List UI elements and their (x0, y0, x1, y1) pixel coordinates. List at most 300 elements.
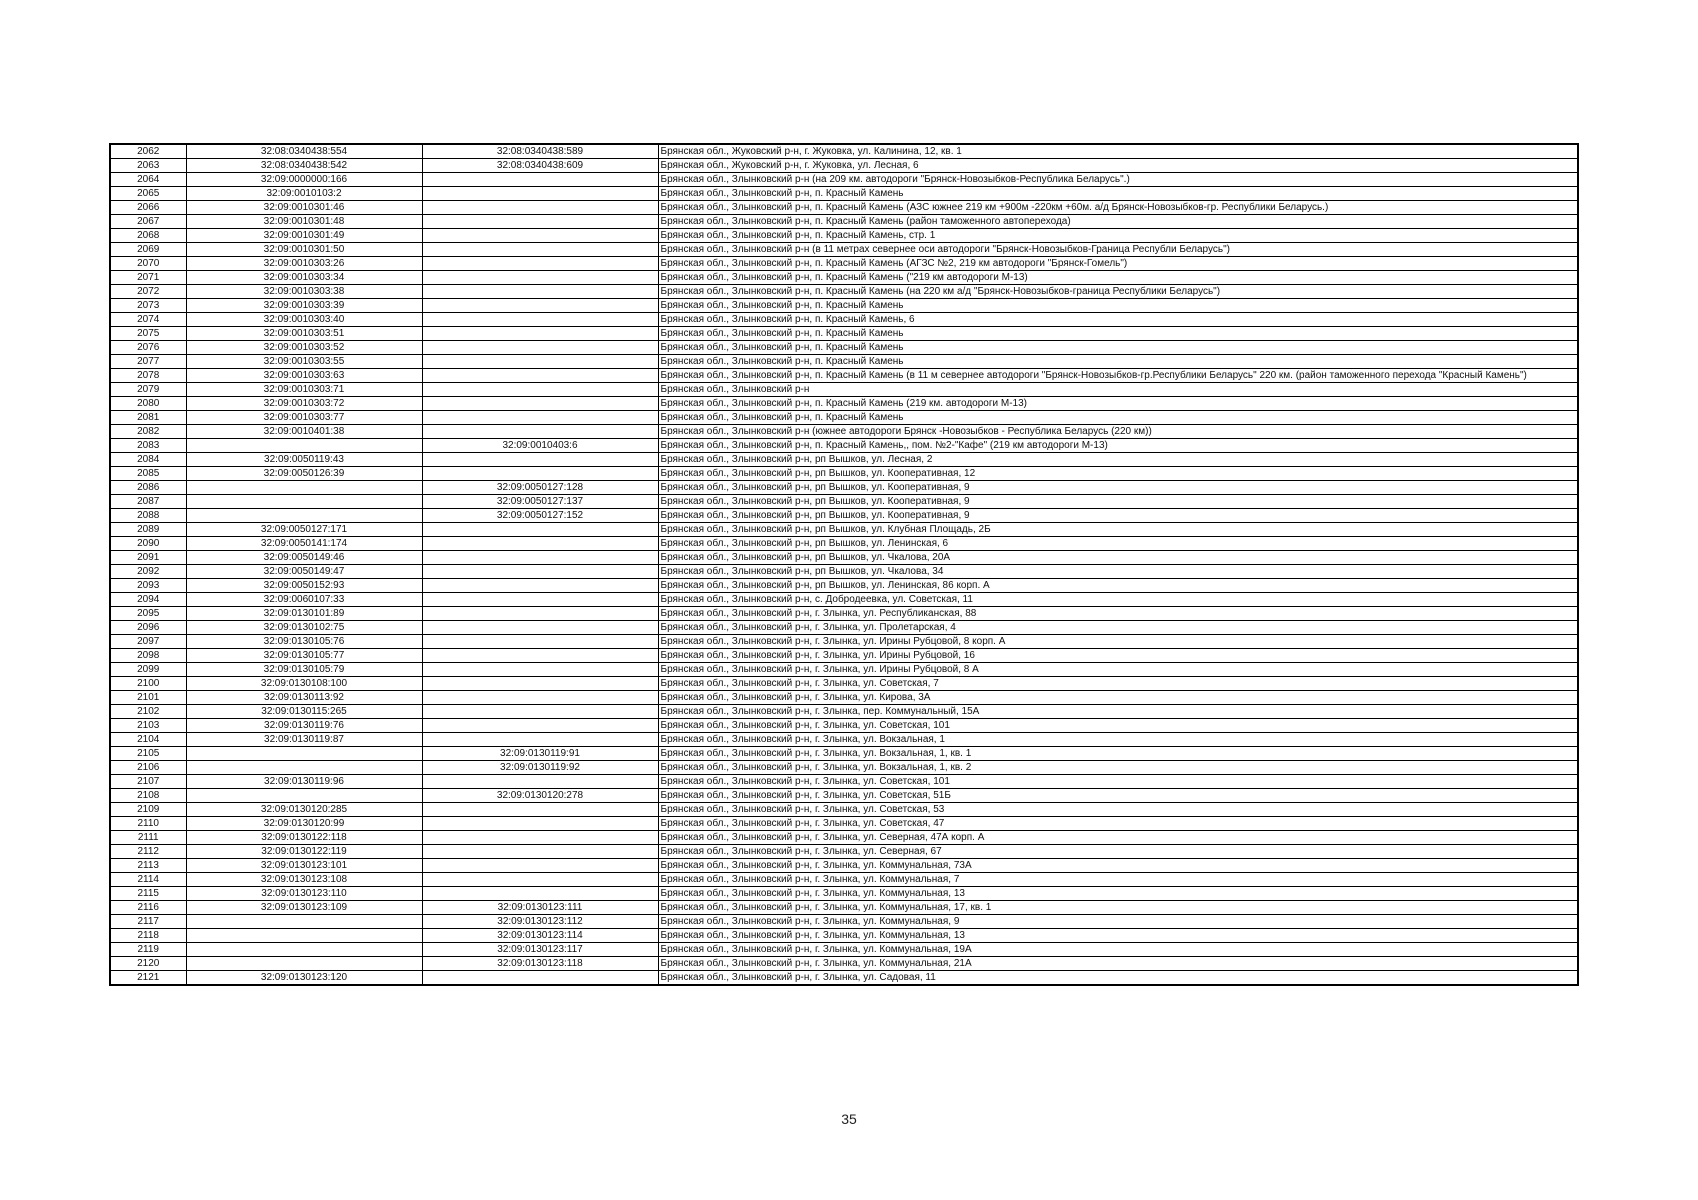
cadastral-number-cell: 32:09:0130123:120 (186, 971, 422, 986)
table-row (110, 789, 1578, 803)
row-number-cell: 2102 (110, 705, 186, 719)
address-cell: Брянская обл., Злынковский р-н, г. Злынка, ул. Северная, 47А корп. А (658, 831, 1578, 845)
row-number-cell: 2077 (110, 355, 186, 369)
table-row (110, 719, 1578, 733)
table-row (110, 845, 1578, 859)
table-row (110, 565, 1578, 579)
cadastral-number-cell: 32:09:0130123:108 (186, 873, 422, 887)
cadastral-number-cell: 32:09:0050149:46 (186, 551, 422, 565)
cadastral-number-cell: 32:09:0010303:77 (186, 411, 422, 425)
table-body (110, 144, 1578, 985)
table-row (110, 495, 1578, 509)
row-number-cell: 2078 (110, 369, 186, 383)
table-row (110, 425, 1578, 439)
related-cadastral-number-cell: 32:09:0130123:114 (422, 929, 658, 943)
row-number-cell: 2073 (110, 299, 186, 313)
address-cell: Брянская обл., Злынковский р-н, г. Злынка, ул. Республиканская, 88 (658, 607, 1578, 621)
related-cadastral-number-cell (422, 453, 658, 467)
related-cadastral-number-cell (422, 971, 658, 986)
address-cell: Брянская обл., Злынковский р-н, п. Красный Камень ("219 км автодороги М-13) (658, 271, 1578, 285)
related-cadastral-number-cell (422, 271, 658, 285)
row-number-cell: 2086 (110, 481, 186, 495)
cadastral-number-cell (186, 943, 422, 957)
related-cadastral-number-cell (422, 887, 658, 901)
address-cell: Брянская обл., Злынковский р-н, п. Красный Камень (АГЗС №2, 219 км автодороги "Брянск-Гомель") (658, 257, 1578, 271)
cadastral-number-cell: 32:09:0130123:101 (186, 859, 422, 873)
table-row (110, 621, 1578, 635)
table-row (110, 397, 1578, 411)
page-number: 35 (841, 1111, 857, 1127)
address-cell: Брянская обл., Злынковский р-н, рп Вышков, ул. Ленинская, 6 (658, 537, 1578, 551)
related-cadastral-number-cell (422, 621, 658, 635)
address-cell: Брянская обл., Злынковский р-н, г. Злынка, ул. Пролетарская, 4 (658, 621, 1578, 635)
row-number-cell: 2091 (110, 551, 186, 565)
related-cadastral-number-cell (422, 467, 658, 481)
table-row (110, 691, 1578, 705)
table-row (110, 439, 1578, 453)
table-row (110, 607, 1578, 621)
address-cell: Брянская обл., Злынковский р-н, г. Злынка, ул. Советская, 101 (658, 775, 1578, 789)
table-row (110, 509, 1578, 523)
table-row (110, 271, 1578, 285)
related-cadastral-number-cell: 32:09:0010403:6 (422, 439, 658, 453)
row-number-cell: 2113 (110, 859, 186, 873)
cadastral-number-cell: 32:09:0130108:100 (186, 677, 422, 691)
cadastral-number-cell: 32:09:0010301:50 (186, 243, 422, 257)
related-cadastral-number-cell: 32:09:0130123:117 (422, 943, 658, 957)
related-cadastral-number-cell (422, 635, 658, 649)
cadastral-number-cell (186, 789, 422, 803)
row-number-cell: 2109 (110, 803, 186, 817)
row-number-cell: 2096 (110, 621, 186, 635)
table-row (110, 523, 1578, 537)
row-number-cell: 2117 (110, 915, 186, 929)
row-number-cell: 2063 (110, 159, 186, 173)
table-row (110, 313, 1578, 327)
row-number-cell: 2092 (110, 565, 186, 579)
table-row (110, 144, 1578, 159)
row-number-cell: 2075 (110, 327, 186, 341)
row-number-cell: 2121 (110, 971, 186, 986)
row-number-cell: 2106 (110, 761, 186, 775)
cadastral-number-cell: 32:09:0050126:39 (186, 467, 422, 481)
address-cell: Брянская обл., Злынковский р-н, г. Злынка, ул. Коммунальная, 73А (658, 859, 1578, 873)
table-row (110, 383, 1578, 397)
cadastral-number-cell: 32:09:0130119:76 (186, 719, 422, 733)
row-number-cell: 2080 (110, 397, 186, 411)
row-number-cell: 2093 (110, 579, 186, 593)
related-cadastral-number-cell (422, 537, 658, 551)
address-cell: Брянская обл., Злынковский р-н, рп Вышков, ул. Кооперативная, 12 (658, 467, 1578, 481)
row-number-cell: 2076 (110, 341, 186, 355)
related-cadastral-number-cell (422, 677, 658, 691)
cadastral-number-cell: 32:09:0130120:285 (186, 803, 422, 817)
related-cadastral-number-cell (422, 593, 658, 607)
address-cell: Брянская обл., Злынковский р-н (в 11 метрах севернее оси автодороги "Брянск-Новозыбков-Граница Республи Беларусь") (658, 243, 1578, 257)
related-cadastral-number-cell: 32:09:0130123:111 (422, 901, 658, 915)
table-row (110, 257, 1578, 271)
table-row (110, 411, 1578, 425)
table-row (110, 677, 1578, 691)
address-cell: Брянская обл., Злынковский р-н, рп Вышков, ул. Кооперативная, 9 (658, 481, 1578, 495)
cadastral-number-cell: 32:09:0130105:79 (186, 663, 422, 677)
row-number-cell: 2116 (110, 901, 186, 915)
related-cadastral-number-cell: 32:09:0130120:278 (422, 789, 658, 803)
address-cell: Брянская обл., Злынковский р-н, г. Злынка, ул. Коммунальная, 13 (658, 929, 1578, 943)
address-cell: Брянская обл., Злынковский р-н, г. Злынка, ул. Ирины Рубцовой, 8 А (658, 663, 1578, 677)
row-number-cell: 2097 (110, 635, 186, 649)
cadastral-number-cell: 32:09:0130101:89 (186, 607, 422, 621)
cadastral-number-cell: 32:09:0010303:26 (186, 257, 422, 271)
cadastral-number-cell: 32:09:0010301:49 (186, 229, 422, 243)
cadastral-number-cell: 32:09:0010303:51 (186, 327, 422, 341)
related-cadastral-number-cell (422, 355, 658, 369)
related-cadastral-number-cell (422, 873, 658, 887)
row-number-cell: 2067 (110, 215, 186, 229)
related-cadastral-number-cell (422, 397, 658, 411)
row-number-cell: 2114 (110, 873, 186, 887)
address-cell: Брянская обл., Злынковский р-н, п. Красный Камень (район таможенного автоперехода) (658, 215, 1578, 229)
related-cadastral-number-cell: 32:09:0050127:152 (422, 509, 658, 523)
table-row (110, 761, 1578, 775)
cadastral-number-cell: 32:09:0010303:71 (186, 383, 422, 397)
cadastral-number-cell: 32:09:0000000:166 (186, 173, 422, 187)
related-cadastral-number-cell (422, 257, 658, 271)
cadastral-number-cell (186, 929, 422, 943)
cadastral-number-cell: 32:09:0010303:40 (186, 313, 422, 327)
related-cadastral-number-cell (422, 201, 658, 215)
row-number-cell: 2105 (110, 747, 186, 761)
row-number-cell: 2079 (110, 383, 186, 397)
row-number-cell: 2090 (110, 537, 186, 551)
table-row (110, 943, 1578, 957)
address-cell: Брянская обл., Злынковский р-н, п. Красный Камень, стр. 1 (658, 229, 1578, 243)
related-cadastral-number-cell (422, 719, 658, 733)
row-number-cell: 2107 (110, 775, 186, 789)
cadastral-number-cell: 32:09:0130102:75 (186, 621, 422, 635)
row-number-cell: 2072 (110, 285, 186, 299)
cadastral-number-cell: 32:09:0130120:99 (186, 817, 422, 831)
cadastral-number-cell: 32:09:0050149:47 (186, 565, 422, 579)
row-number-cell: 2120 (110, 957, 186, 971)
related-cadastral-number-cell (422, 215, 658, 229)
cadastral-number-cell: 32:09:0010303:39 (186, 299, 422, 313)
cadastral-number-cell: 32:09:0010303:72 (186, 397, 422, 411)
address-cell: Брянская обл., Злынковский р-н, г. Злынка, ул. Кирова, 3А (658, 691, 1578, 705)
related-cadastral-number-cell (422, 285, 658, 299)
table-row (110, 173, 1578, 187)
address-cell: Брянская обл., Злынковский р-н, рп Вышков, ул. Клубная Площадь, 2Б (658, 523, 1578, 537)
related-cadastral-number-cell (422, 313, 658, 327)
cadastral-number-cell (186, 761, 422, 775)
related-cadastral-number-cell (422, 831, 658, 845)
row-number-cell: 2088 (110, 509, 186, 523)
cadastral-number-cell: 32:09:0050152:93 (186, 579, 422, 593)
address-cell: Брянская обл., Злынковский р-н, рп Вышков, ул. Кооперативная, 9 (658, 495, 1578, 509)
address-cell: Брянская обл., Злынковский р-н, рп Вышков, ул. Кооперативная, 9 (658, 509, 1578, 523)
table-row (110, 467, 1578, 481)
related-cadastral-number-cell (422, 411, 658, 425)
row-number-cell: 2082 (110, 425, 186, 439)
related-cadastral-number-cell (422, 327, 658, 341)
related-cadastral-number-cell (422, 705, 658, 719)
row-number-cell: 2100 (110, 677, 186, 691)
cadastral-number-cell: 32:09:0050141:174 (186, 537, 422, 551)
table-row (110, 593, 1578, 607)
address-cell: Брянская обл., Злынковский р-н (на 209 км. автодороги "Брянск-Новозыбков-Республика Беларусь".) (658, 173, 1578, 187)
address-cell: Брянская обл., Злынковский р-н, г. Злынка, ул. Советская, 101 (658, 719, 1578, 733)
address-cell: Брянская обл., Злынковский р-н, рп Вышков, ул. Чкалова, 20А (658, 551, 1578, 565)
address-cell: Брянская обл., Злынковский р-н, рп Вышков, ул. Ленинская, 86 корп. А (658, 579, 1578, 593)
row-number-cell: 2069 (110, 243, 186, 257)
address-cell: Брянская обл., Злынковский р-н, п. Красный Камень (на 220 км а/д "Брянск-Новозыбков-граница Республики Беларусь") (658, 285, 1578, 299)
cadastral-number-cell: 32:09:0050127:171 (186, 523, 422, 537)
related-cadastral-number-cell (422, 383, 658, 397)
address-cell: Брянская обл., Злынковский р-н, г. Злынка, ул. Вокзальная, 1 (658, 733, 1578, 747)
table-row (110, 537, 1578, 551)
address-cell: Брянская обл., Злынковский р-н, г. Злынка, ул. Коммунальная, 21А (658, 957, 1578, 971)
table-row (110, 159, 1578, 173)
address-cell: Брянская обл., Злынковский р-н, г. Злынка, пер. Коммунальный, 15А (658, 705, 1578, 719)
row-number-cell: 2103 (110, 719, 186, 733)
row-number-cell: 2094 (110, 593, 186, 607)
address-cell: Брянская обл., Злынковский р-н, г. Злынка, ул. Советская, 51Б (658, 789, 1578, 803)
related-cadastral-number-cell (422, 425, 658, 439)
cadastral-number-cell: 32:09:0010301:48 (186, 215, 422, 229)
address-cell: Брянская обл., Жуковский р-н, г. Жуковка, ул. Калинина, 12, кв. 1 (658, 144, 1578, 159)
address-cell: Брянская обл., Злынковский р-н, рп Вышков, ул. Чкалова, 34 (658, 565, 1578, 579)
table-row (110, 873, 1578, 887)
row-number-cell: 2083 (110, 439, 186, 453)
address-cell: Брянская обл., Злынковский р-н, п. Красный Камень (219 км. автодороги М-13) (658, 397, 1578, 411)
row-number-cell: 2118 (110, 929, 186, 943)
cadastral-number-cell (186, 481, 422, 495)
table-row (110, 817, 1578, 831)
table-row (110, 229, 1578, 243)
related-cadastral-number-cell: 32:09:0130119:92 (422, 761, 658, 775)
row-number-cell: 2081 (110, 411, 186, 425)
address-cell: Брянская обл., Злынковский р-н, п. Красный Камень (658, 299, 1578, 313)
related-cadastral-number-cell: 32:09:0130123:112 (422, 915, 658, 929)
address-cell: Брянская обл., Злынковский р-н, п. Красный Камень (658, 355, 1578, 369)
table-row (110, 663, 1578, 677)
related-cadastral-number-cell (422, 859, 658, 873)
related-cadastral-number-cell: 32:09:0130123:118 (422, 957, 658, 971)
table-row (110, 369, 1578, 383)
address-cell: Брянская обл., Злынковский р-н, г. Злынка, ул. Коммунальная, 7 (658, 873, 1578, 887)
row-number-cell: 2119 (110, 943, 186, 957)
table-row (110, 243, 1578, 257)
row-number-cell: 2110 (110, 817, 186, 831)
address-cell: Брянская обл., Жуковский р-н, г. Жуковка, ул. Лесная, 6 (658, 159, 1578, 173)
cadastral-number-cell: 32:08:0340438:554 (186, 144, 422, 159)
table-row (110, 453, 1578, 467)
related-cadastral-number-cell: 32:08:0340438:589 (422, 144, 658, 159)
row-number-cell: 2089 (110, 523, 186, 537)
cadastral-number-cell (186, 509, 422, 523)
related-cadastral-number-cell (422, 243, 658, 257)
related-cadastral-number-cell (422, 299, 658, 313)
cadastral-number-cell (186, 439, 422, 453)
cadastral-number-cell: 32:09:0130123:110 (186, 887, 422, 901)
address-cell: Брянская обл., Злынковский р-н, г. Злынка, ул. Ирины Рубцовой, 8 корп. А (658, 635, 1578, 649)
table-row (110, 215, 1578, 229)
cadastral-number-cell: 32:09:0010401:38 (186, 425, 422, 439)
row-number-cell: 2062 (110, 144, 186, 159)
table-row (110, 733, 1578, 747)
row-number-cell: 2111 (110, 831, 186, 845)
table-row (110, 579, 1578, 593)
related-cadastral-number-cell (422, 733, 658, 747)
table-row (110, 649, 1578, 663)
table-row (110, 915, 1578, 929)
related-cadastral-number-cell (422, 341, 658, 355)
table-row (110, 775, 1578, 789)
cadastral-number-cell: 32:09:0130105:76 (186, 635, 422, 649)
cadastral-number-cell: 32:09:0130105:77 (186, 649, 422, 663)
address-cell: Брянская обл., Злынковский р-н, рп Вышков, ул. Лесная, 2 (658, 453, 1578, 467)
table-row (110, 831, 1578, 845)
related-cadastral-number-cell (422, 607, 658, 621)
row-number-cell: 2101 (110, 691, 186, 705)
row-number-cell: 2099 (110, 663, 186, 677)
related-cadastral-number-cell (422, 845, 658, 859)
cadastral-number-cell: 32:09:0130123:109 (186, 901, 422, 915)
related-cadastral-number-cell: 32:09:0050127:137 (422, 495, 658, 509)
address-cell: Брянская обл., Злынковский р-н, г. Злынка, ул. Коммунальная, 9 (658, 915, 1578, 929)
cadastral-number-cell: 32:09:0130115:265 (186, 705, 422, 719)
address-cell: Брянская обл., Злынковский р-н, п. Красный Камень, 6 (658, 313, 1578, 327)
cadastral-number-cell: 32:08:0340438:542 (186, 159, 422, 173)
related-cadastral-number-cell (422, 775, 658, 789)
related-cadastral-number-cell (422, 817, 658, 831)
address-cell: Брянская обл., Злынковский р-н, п. Красный Камень (АЗС южнее 219 км +900м -220км +60м. а/д Брянск-Новозыбков-гр. Республики Беларусь.) (658, 201, 1578, 215)
row-number-cell: 2087 (110, 495, 186, 509)
address-cell: Брянская обл., Злынковский р-н, п. Красный Камень (658, 187, 1578, 201)
row-number-cell: 2066 (110, 201, 186, 215)
row-number-cell: 2104 (110, 733, 186, 747)
cadastral-number-cell (186, 747, 422, 761)
related-cadastral-number-cell (422, 649, 658, 663)
related-cadastral-number-cell (422, 551, 658, 565)
related-cadastral-number-cell (422, 565, 658, 579)
table-row (110, 705, 1578, 719)
address-cell: Брянская обл., Злынковский р-н, п. Красный Камень,, пом. №2-"Кафе" (219 км автодороги М-13) (658, 439, 1578, 453)
related-cadastral-number-cell (422, 187, 658, 201)
table-row (110, 299, 1578, 313)
row-number-cell: 2095 (110, 607, 186, 621)
address-cell: Брянская обл., Злынковский р-н, г. Злынка, ул. Коммунальная, 13 (658, 887, 1578, 901)
address-cell: Брянская обл., Злынковский р-н, п. Красный Камень (в 11 м севернее автодороги "Брянск-Новозыбков-гр.Республики Беларусь" 220 км. (район таможенного перехода "Красный Камень") (658, 369, 1578, 383)
address-cell: Брянская обл., Злынковский р-н (южнее автодороги Брянск -Новозыбков - Республика Беларусь (220 км)) (658, 425, 1578, 439)
cadastral-number-cell: 32:09:0010103:2 (186, 187, 422, 201)
cadastral-number-cell: 32:09:0010303:63 (186, 369, 422, 383)
related-cadastral-number-cell: 32:09:0130119:91 (422, 747, 658, 761)
table-row (110, 635, 1578, 649)
related-cadastral-number-cell: 32:09:0050127:128 (422, 481, 658, 495)
table-row (110, 929, 1578, 943)
related-cadastral-number-cell (422, 691, 658, 705)
address-cell: Брянская обл., Злынковский р-н, п. Красный Камень (658, 411, 1578, 425)
address-cell: Брянская обл., Злынковский р-н, г. Злынка, ул. Коммунальная, 17, кв. 1 (658, 901, 1578, 915)
cadastral-number-cell: 32:09:0010303:55 (186, 355, 422, 369)
cadastral-number-cell: 32:09:0130119:96 (186, 775, 422, 789)
related-cadastral-number-cell (422, 803, 658, 817)
row-number-cell: 2112 (110, 845, 186, 859)
row-number-cell: 2068 (110, 229, 186, 243)
row-number-cell: 2074 (110, 313, 186, 327)
cadastral-number-cell: 32:09:0130119:87 (186, 733, 422, 747)
cadastral-number-cell: 32:09:0130122:119 (186, 845, 422, 859)
table-row (110, 957, 1578, 971)
cadastral-number-cell: 32:09:0060107:33 (186, 593, 422, 607)
address-cell: Брянская обл., Злынковский р-н, г. Злынка, ул. Северная, 67 (658, 845, 1578, 859)
address-cell: Брянская обл., Злынковский р-н, г. Злынка, ул. Советская, 53 (658, 803, 1578, 817)
table-row (110, 901, 1578, 915)
row-number-cell: 2098 (110, 649, 186, 663)
table-row (110, 327, 1578, 341)
address-cell: Брянская обл., Злынковский р-н, п. Красный Камень (658, 327, 1578, 341)
address-cell: Брянская обл., Злынковский р-н, г. Злынка, ул. Садовая, 11 (658, 971, 1578, 986)
address-cell: Брянская обл., Злынковский р-н, г. Злынка, ул. Советская, 47 (658, 817, 1578, 831)
table-row (110, 803, 1578, 817)
address-cell: Брянская обл., Злынковский р-н, п. Красный Камень (658, 341, 1578, 355)
cadastral-number-cell: 32:09:0010303:52 (186, 341, 422, 355)
address-cell: Брянская обл., Злынковский р-н (658, 383, 1578, 397)
address-cell: Брянская обл., Злынковский р-н, г. Злынка, ул. Коммунальная, 19А (658, 943, 1578, 957)
row-number-cell: 2085 (110, 467, 186, 481)
table-row (110, 551, 1578, 565)
row-number-cell: 2064 (110, 173, 186, 187)
related-cadastral-number-cell (422, 229, 658, 243)
cadastral-number-cell (186, 495, 422, 509)
row-number-cell: 2071 (110, 271, 186, 285)
table-row (110, 859, 1578, 873)
row-number-cell: 2065 (110, 187, 186, 201)
cadastral-number-cell: 32:09:0010303:38 (186, 285, 422, 299)
table-row (110, 201, 1578, 215)
cadastral-number-cell: 32:09:0050119:43 (186, 453, 422, 467)
table-row (110, 887, 1578, 901)
table-row (110, 341, 1578, 355)
property-table (109, 143, 1579, 986)
table-row (110, 187, 1578, 201)
table-row (110, 971, 1578, 986)
address-cell: Брянская обл., Злынковский р-н, г. Злынка, ул. Вокзальная, 1, кв. 2 (658, 761, 1578, 775)
cadastral-number-cell: 32:09:0010301:46 (186, 201, 422, 215)
cadastral-number-cell (186, 915, 422, 929)
row-number-cell: 2108 (110, 789, 186, 803)
cadastral-number-cell (186, 957, 422, 971)
address-cell: Брянская обл., Злынковский р-н, с. Добродеевка, ул. Советская, 11 (658, 593, 1578, 607)
cadastral-number-cell: 32:09:0130122:118 (186, 831, 422, 845)
related-cadastral-number-cell (422, 369, 658, 383)
table-row (110, 355, 1578, 369)
table-row (110, 285, 1578, 299)
related-cadastral-number-cell (422, 579, 658, 593)
related-cadastral-number-cell (422, 173, 658, 187)
table-row (110, 481, 1578, 495)
row-number-cell: 2084 (110, 453, 186, 467)
row-number-cell: 2070 (110, 257, 186, 271)
related-cadastral-number-cell (422, 663, 658, 677)
address-cell: Брянская обл., Злынковский р-н, г. Злынка, ул. Вокзальная, 1, кв. 1 (658, 747, 1578, 761)
related-cadastral-number-cell (422, 523, 658, 537)
row-number-cell: 2115 (110, 887, 186, 901)
table-row (110, 747, 1578, 761)
cadastral-number-cell: 32:09:0130113:92 (186, 691, 422, 705)
cadastral-number-cell: 32:09:0010303:34 (186, 271, 422, 285)
